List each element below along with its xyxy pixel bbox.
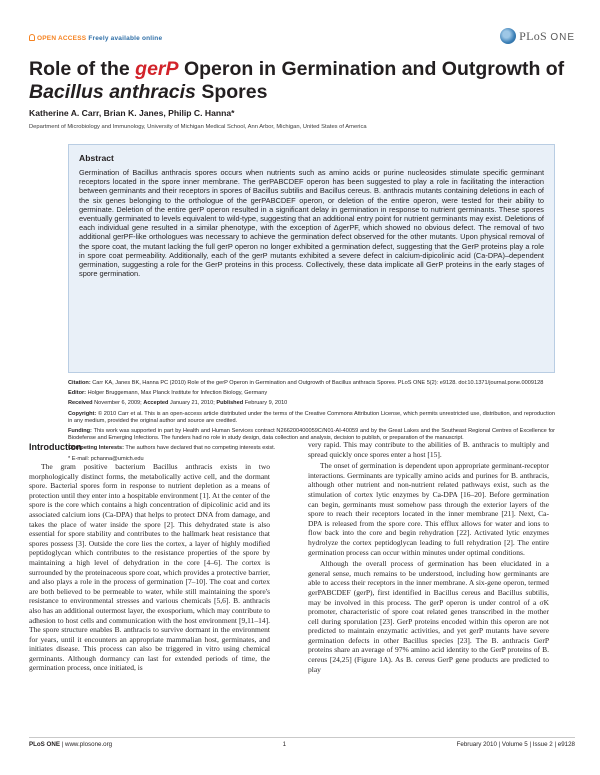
abstract-box [68,144,555,373]
journal-header [29,28,575,50]
journal-url[interactable]: www.plosone.org [65,741,113,748]
corresponding-email: * E-mail: pchanna@umich.edu [68,455,144,462]
affiliation: Department of Microbiology and Immunology, University of Michigan Medical School, Ann Arbor, Michigan, United States of America [29,124,367,130]
open-lock-icon [29,34,35,41]
body-paragraph: very rapid. This may contribute to the abilities of B. anthracis to multiply and spread quickly once spores enter a host [15]. [308,440,549,459]
abstract-text: Germination of Bacillus anthracis spores occurs when nutrients such as amino acids or purine nucleosides stimulate specific germinant receptors located in the spore inner membrane. The gerPABCDEF operon has been suggested to play a role in facilitating the interaction between germinants and their receptors in spores of Bacillus subtilis and Bacillus cereus. B. anthracis mutants containing deletions in each of the six genes belonging to the orthologue of the gerPABCDEF operon, or deletion of the entire operon, were tested for their ability to germinate. Deletion of the entire gerP operon resulted in a significant delay in germination in response to nutrient germinants. These spores eventually germinated to levels equivalent to wild-type, suggesting that an additional entry point for nutrient germinants may exist. Deletions of each individual gene resulted in a similar phenotype, with the exception of ΔgerPF, which showed no obvious defect. The removal of two additional gerPF-like orthologues was necessary to achieve the germination defect observed for the other mutants. Upon physical removal of the spore coat, the mutant lacking the full gerP operon no longer exhibited a germination defect, suggesting that the GerP proteins play a role in spore coat permeability. Additionally, each of the gerP mutants exhibited a severe defect in calcium-dipicolinic acid (Ca-DPA)–dependent germination, suggesting a role for the GerP proteins in this process. Collectively, these data implicate all GerP proteins in the early stages of spore germination. [79,168,544,279]
abstract-heading: Abstract [79,153,114,163]
dates: Received November 6, 2009; Accepted January 21, 2010; Published February 9, 2010 [68,400,288,407]
free-online-label: Freely available online [88,35,163,42]
body-column-left [29,462,270,675]
journal-logo-text: PLoS ONE [519,28,575,43]
copyright: Copyright: © 2010 Carr et al. This is an open-access article distributed under the terms of the Creative Commons Attribution License, which permits unrestricted use, distribution, and reproduction in any medium, provided the original author and source are credited. [68,410,555,424]
citation: Citation: Carr KA, Janes BK, Hanna PC (2010) Role of the gerP Operon in Germination and Outgrowth of Bacillus anthracis Spores. PLoS ONE 5(2): e9128. doi:10.1371/journal.pone.0009128 [68,380,544,386]
section-heading-introduction: Introduction [29,442,82,452]
editor: Editor: Holger Bruggemann, Max Planck Institute for Infection Biology, Germany [68,390,268,397]
body-paragraph: Although the overall process of germination has been elucidated in a general sense, much remains to be understood, including how germinants are able to access their receptors in the inner membrane. A six-gene operon, termed gerPABCDEF (gerP), first identified in Bacillus cereus and Bacillus subtilis, may be involved in this process. The gerP operon is under control of a σK promoter, characteristic of spore coat related genes transcribed in the mother cell during sporulation [23]. GerP proteins encoded within this operon are not predicted to maintain enzymatic activities, and yet gerP mutants have severe germination defects in other Bacillus species [23]. The B. anthracis GerP proteins share an average of 97% amino acid identity to the GerP proteins of B. cereus [24,25] (Figure 1A). As B. cereus GerP gene products are predicted to play [308,559,549,674]
funding: Funding: This work was supported in part by Health and Human Services contract N266200400059C/N01-AI-40059 and by the Great Lakes and the Southeast Regional Centres of Excellence for Biodefense and Emerging Infections. The funders had no role in study design, data collection and analysis, decision to publish, or preparation of the manuscript. [68,428,555,442]
footer-journal: PLoS ONE | www.plosone.org [29,741,113,748]
page-number: 1 [282,741,287,748]
body-paragraph: The onset of germination is dependent upon appropriate germinant-receptor interactions. Germinants are typically amino acids and purines for B. anthracis, although other nutrient and non-nutrient related pathways exist, such as the stimulation of cortex lytic enzymes by Ca-DPA [16–20]. Before germination can begin, germinants must somehow pass through the exterior layers of the spore to reach their receptors located in the inner membrane [21]. Next, Ca-DPA is released from the spore core. This efflux allows for water and ions to flow back into the core and begin rehydration [22]. Activated lytic enzymes hydrolyze the cortex peptidoglycan leading to full rehydration [2]. The entire germination process can occur within minutes under optimal conditions. [308,461,549,557]
open-label: OPEN [37,35,57,42]
article-title: Role of the gerP Operon in Germination and Outgrowth of Bacillus anthracis Spores [29,58,565,103]
competing-interests: Competing Interests: The authors have declared that no competing interests exist. [68,445,276,452]
issue-info: February 2010 | Volume 5 | Issue 2 | e9128 [456,741,575,748]
access-label: ACCESS [58,35,87,42]
page-footer [29,737,575,751]
journal-logo [500,28,575,44]
body-column-right [308,440,549,676]
author-list: Katherine A. Carr, Brian K. Janes, Philip C. Hanna* [29,108,235,118]
open-access-banner [29,34,162,42]
body-paragraph: The gram positive bacterium Bacillus anthracis exists in two morphologically distinct forms, the metabolically active cell, and the dormant spore. Bacterial spores form in response to nutrient depletion as a means of protection until they enter into a hospitable environment [1]. At the center of the spore is the core which contains a high concentration of dipicolinic acid and its associated calcium ions (Ca-DPA) that helps to protect DNA from damage, and takes the place of water inside the spore [2]. This dehydrated state is also essential for spore stability and contributes to the hallmark heat resistance that spores possess [3]. Outside the core lies the cortex, a layer of highly modified peptidoglycan which contributes to the resistance properties of the spore by maintaining a high level of dehydration in the core [4–6]. The cortex is surrounded by the proteinaceous spore coat, which provides a protective barrier, and also plays a role in the process of germination [7–10]. The coat and cortex are both believed to be permeable to water, while still maintaining the spore's resistance to environmental stresses and various chemicals [5,6]. B. anthracis also has an additional outermost layer, the exosporium, which may contribute to adhesion to host cells and communication with the host environment [9,11–14]. The spore structure enables B. anthracis to survive dormant in the environment for years, until it encounters an appropriate mammalian host, germinates, and initiates disease. This process can also be triggered in vitro using chemical germinants. Although dormancy can last for extended periods of time, the germination process, once initiated, is [29,462,270,673]
plos-logo-icon [500,28,516,44]
